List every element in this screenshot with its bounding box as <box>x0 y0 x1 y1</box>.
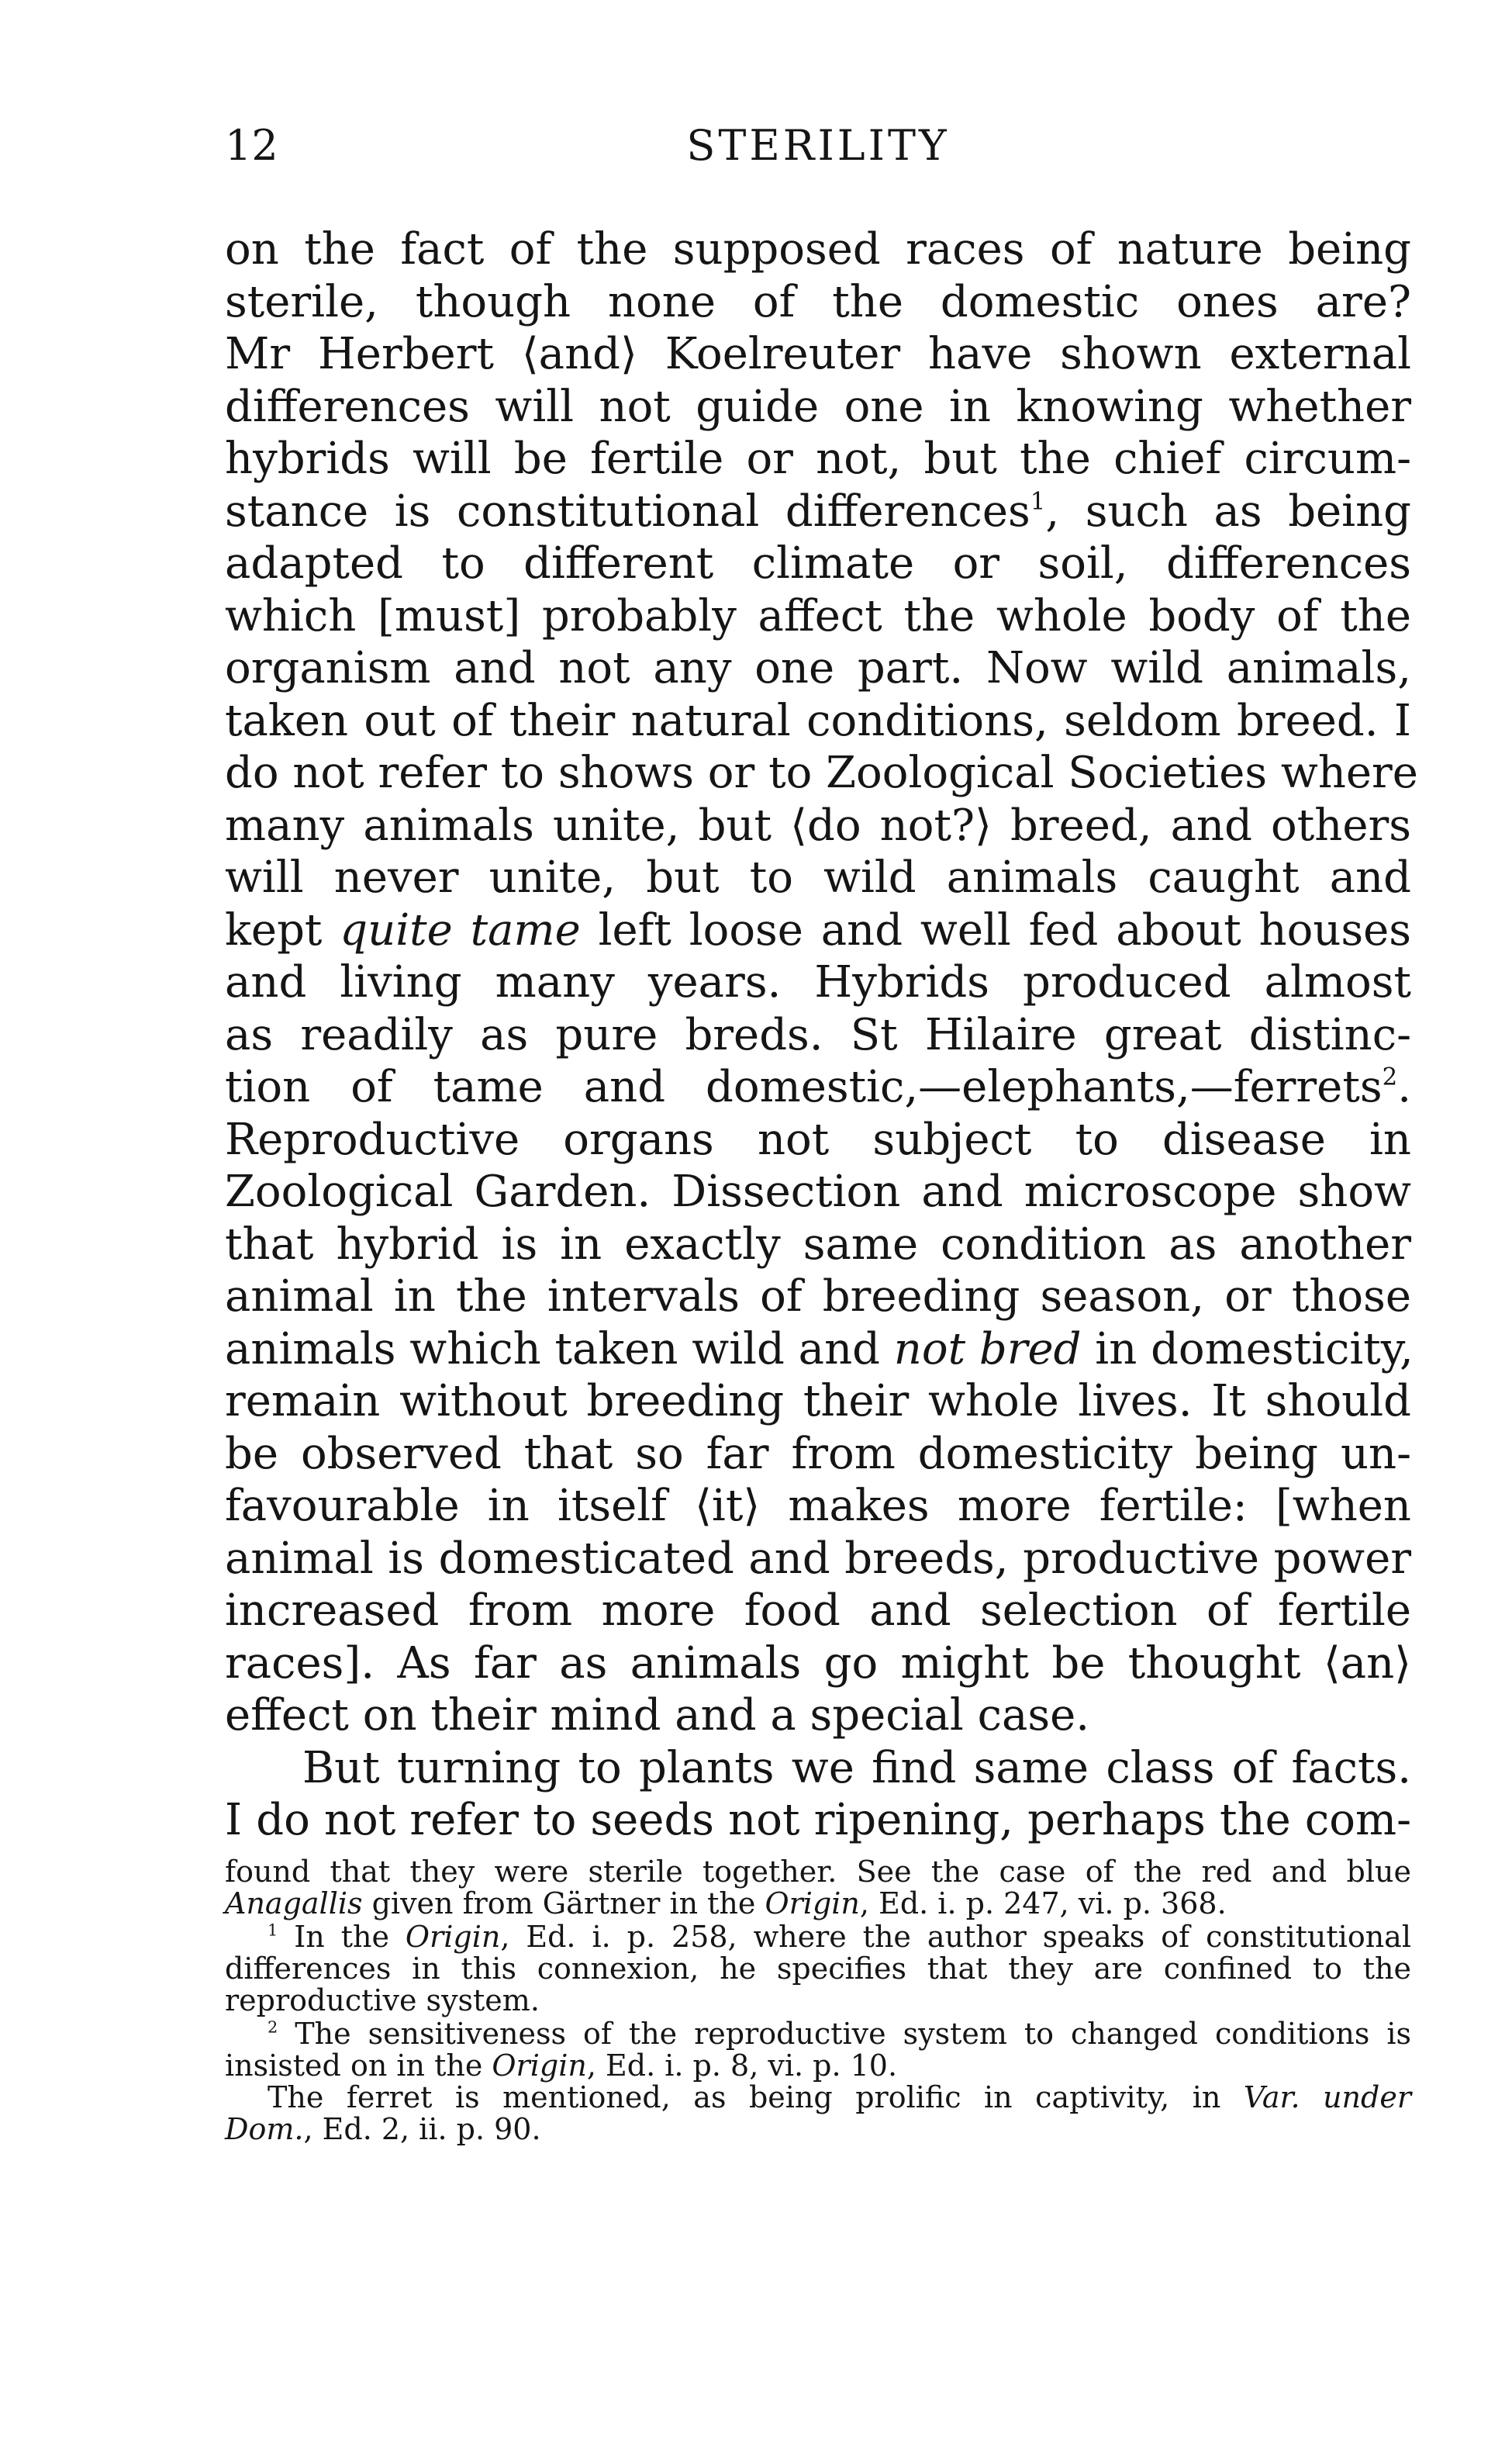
text-segment: , Ed. 2, ii. p. 90. <box>303 2112 541 2146</box>
running-title: STERILITY <box>686 121 950 170</box>
italic-phrase: not bred <box>893 1323 1082 1374</box>
text-line: that hybrid is in exactly same condition as another <box>225 1219 1411 1270</box>
footnote-line <box>225 2050 1411 2082</box>
text-segment: left loose and well fed about houses <box>580 904 1412 956</box>
text-segment: , Ed. i. p. 8, vi. p. 10. <box>586 2048 898 2083</box>
text-segment: . <box>1397 1062 1411 1112</box>
text-line <box>225 486 1411 538</box>
text-line <box>225 904 1411 957</box>
footnote-line <box>225 1888 1411 1920</box>
text-line: effect on their mind and a special case. <box>225 1690 1090 1741</box>
text-line: animal in the intervals of breeding season, or those <box>225 1271 1411 1322</box>
text-line: Zoological Garden. Dissection and microscope show <box>225 1167 1411 1217</box>
italic-phrase: Anagallis <box>225 1886 363 1920</box>
text-line: organism and not any one part. Now wild animals, <box>225 643 1411 693</box>
text-line: adapted to different climate or soil, differences <box>225 538 1411 589</box>
text-line: But turning to plants we find same class of facts. <box>302 1742 1411 1793</box>
text-segment: The ferret is mentioned, as being prolific in captivity, in <box>268 2080 1244 2114</box>
footnotes <box>225 1856 1411 2145</box>
text-segment: in domesticity, <box>1081 1323 1414 1374</box>
text-segment: animals which taken wild and <box>225 1323 894 1374</box>
text-line: increased from more food and selection of fertile <box>225 1585 1411 1636</box>
text-line: do not refer to shows or to Zoological Societies where <box>225 748 1418 798</box>
text-line: be observed that so far from domesticity being un- <box>225 1428 1411 1479</box>
italic-phrase: Var. under <box>1243 2080 1412 2114</box>
text-segment: kept <box>225 904 340 956</box>
footnote-2 <box>225 2018 1411 2050</box>
footnote-marker-1: 1 <box>268 1920 278 1940</box>
text-segment: , Ed. i. p. 247, vi. p. 368. <box>859 1886 1227 1920</box>
text-line: hybrids will be fertile or not, but the chief circum- <box>225 434 1411 484</box>
footnote-line <box>225 2082 1411 2114</box>
text-line: taken out of their natural conditions, seldom breed. I <box>225 695 1411 746</box>
main-text <box>225 223 1418 1847</box>
footnote-line: reproductive system. <box>225 1983 540 2017</box>
text-line <box>225 1061 1411 1114</box>
footnote-line: differences in this connexion, he specifies that they are confined to the <box>225 1952 1411 1986</box>
text-segment: , such as being <box>1045 486 1411 537</box>
italic-phrase: Origin <box>405 1920 501 1954</box>
italic-phrase: Dom. <box>225 2112 304 2146</box>
footnote-marker-2: 2 <box>268 2017 278 2037</box>
text-line: Mr Herbert ⟨and⟩ Koelreuter have shown external <box>225 329 1411 379</box>
page-header <box>225 115 1411 177</box>
footnote-line <box>225 2114 1411 2145</box>
page-number: 12 <box>225 121 278 170</box>
footnote-ref-2: 2 <box>1382 1063 1398 1091</box>
text-line: remain without breeding their whole lives. It should <box>225 1376 1411 1426</box>
text-line: and living many years. Hybrids produced almost <box>225 957 1411 1008</box>
text-line: Reproductive organs not subject to disease in <box>225 1114 1411 1165</box>
text-segment: insisted on in the <box>225 2048 492 2083</box>
text-line: will never unite, but to wild animals caught and <box>225 852 1411 903</box>
text-line: animal is domesticated and breeds, productive power <box>225 1533 1411 1584</box>
text-segment: In the <box>278 1920 406 1954</box>
text-segment: given from Gärtner in the <box>362 1886 765 1920</box>
footnote-1 <box>225 1921 1411 1953</box>
italic-phrase: quite tame <box>340 904 581 956</box>
text-line: which [must] probably affect the whole body of the <box>225 590 1411 641</box>
text-line: as readily as pure breds. St Hilaire great distinc- <box>225 1009 1411 1060</box>
text-segment: , Ed. i. p. 258, where the author speaks of constitutional <box>500 1920 1411 1954</box>
text-segment: tion of tame and domestic,—elephants,—ferrets <box>225 1062 1383 1112</box>
text-line <box>225 1323 1414 1376</box>
text-line: differences will not guide one in knowing whether <box>225 381 1411 432</box>
text-segment: The sensitiveness of the reproductive system to changed conditions is <box>278 2017 1411 2051</box>
text-line: on the fact of the supposed races of nature being <box>225 224 1411 275</box>
text-line: I do not refer to seeds not ripening, perhaps the com- <box>225 1795 1411 1845</box>
text-line: sterile, though none of the domestic ones are? <box>225 276 1411 327</box>
footnote-line: found that they were sterile together. See the case of the red and blue <box>225 1855 1411 1889</box>
footnote-ref-1: 1 <box>1030 486 1046 515</box>
text-line: many animals unite, but ⟨do not?⟩ breed, and others <box>225 800 1411 851</box>
italic-phrase: Origin <box>492 2048 587 2083</box>
text-line: races]. As far as animals go might be thought ⟨an⟩ <box>225 1637 1411 1689</box>
text-segment: stance is constitutional differences <box>225 486 1030 537</box>
italic-phrase: Origin <box>765 1886 860 1920</box>
text-line: favourable in itself ⟨it⟩ makes more fertile: [when <box>225 1481 1411 1531</box>
